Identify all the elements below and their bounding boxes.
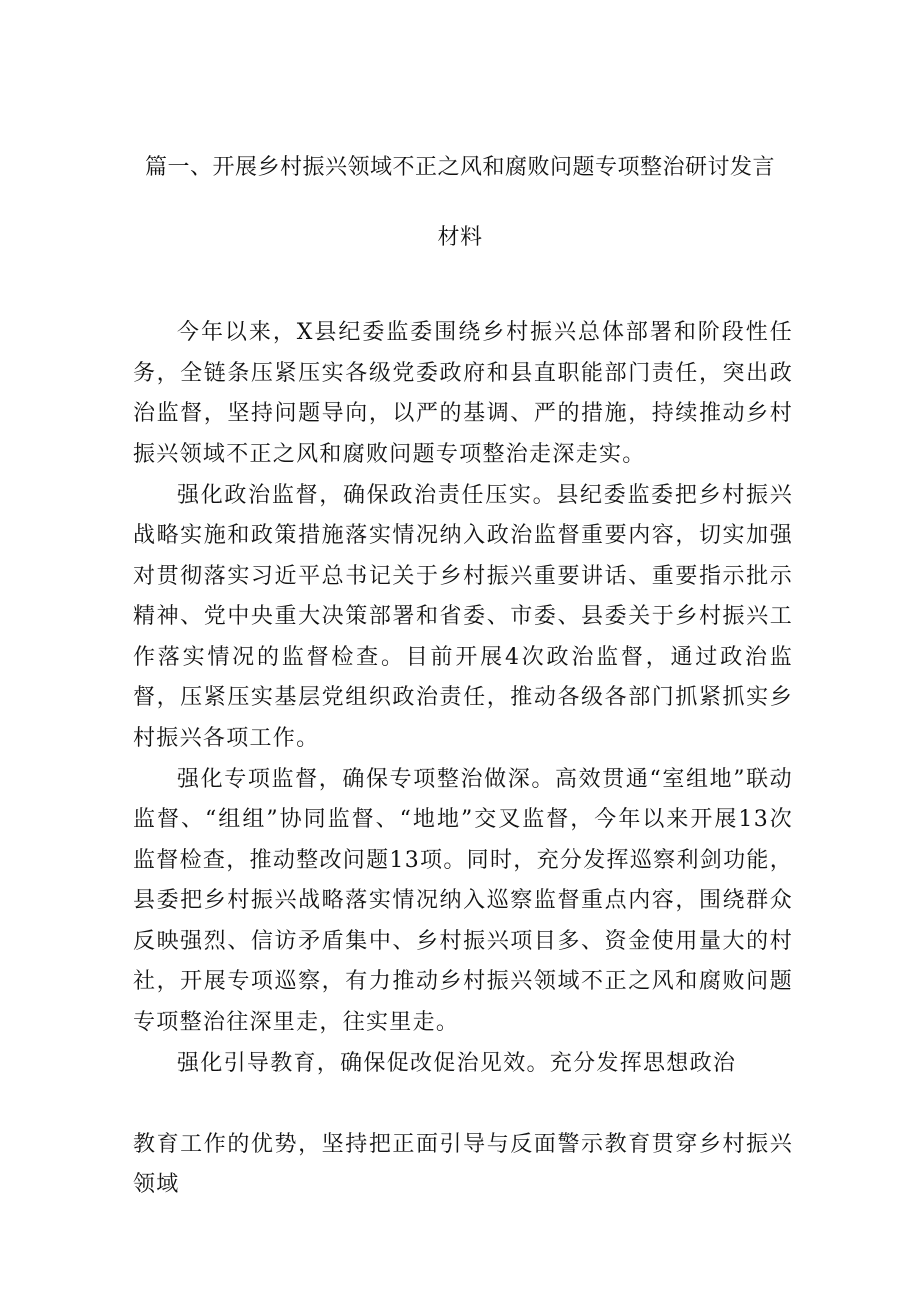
paragraph-gap bbox=[133, 1085, 793, 1125]
document-title-line-2: 材料 bbox=[437, 225, 483, 250]
document-body bbox=[133, 313, 793, 1206]
paragraph-intro: 今年以来，X县纪委监委围绕乡村振兴总体部署和阶段性任务，全链条压紧压实各级党委政府和县直职能部门责任，突出政治监督，坚持问题导向，以严的基调、严的措施，持续推动乡村振兴领域不正之风和腐败问题专项整治走深走实。 bbox=[133, 320, 793, 467]
paragraph-political-supervision: 强化政治监督，确保政治责任压实。县纪委监委把乡村振兴战略实施和政策措施落实情况纳入政治监督重要内容，切实加强对贯彻落实习近平总书记关于乡村振兴重要讲话、重要指示批示精神、党中央重大决策部署和省委、市委、县委关于乡村振兴工作落实情况的监督检查。目前开展4次政治监督，通过政治监督，压紧压实基层党组织政治责任，推动各级各部门抓紧抓实乡村振兴各项工作。 bbox=[133, 482, 793, 751]
document-title-line-1: 篇一、开展乡村振兴领域不正之风和腐败问题专项整治研讨发言 bbox=[144, 155, 775, 180]
paragraph-special-supervision: 强化专项监督，确保专项整治做深。高效贯通“室组地”联动监督、“组组”协同监督、“地地”交叉监督，今年以来开展13次监督检查，推动整改问题13项。同时，充分发挥巡察利剑功能，县委把乡村振兴战略落实情况纳入巡察监督重点内容，围绕群众反映强烈、信访矛盾集中、乡村振兴项目多、资金使用量大的村社，开展专项巡察，有力推动乡村振兴领域不正之风和腐败问题专项整治往深里走，往实里走。 bbox=[133, 766, 793, 1035]
paragraph-continuation: 教育工作的优势，坚持把正面引导与反面警示教育贯穿乡村振兴领域 bbox=[133, 1131, 793, 1197]
paragraph-guidance-education: 强化引导教育，确保促改促治见效。充分发挥思想政治 bbox=[177, 1050, 737, 1076]
